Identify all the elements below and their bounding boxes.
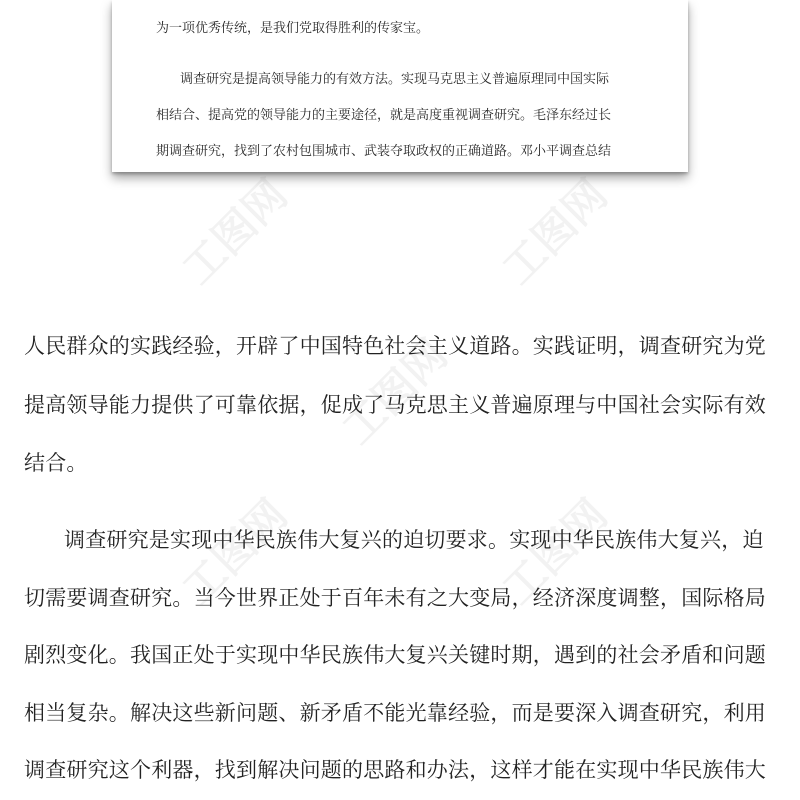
paragraph-line: 剧烈变化。我国正处于实现中华民族伟大复兴关键时期，遇到的社会矛盾和问题 (24, 643, 766, 667)
card-text-line: 相结合、提高党的领导能力的主要途径，就是高度重视调查研究。毛泽东经过长 (156, 108, 612, 123)
paragraph-line: 调查研究是实现中华民族伟大复兴的迫切要求。实现中华民族伟大复兴，迫 (64, 528, 764, 552)
paragraph-line: 人民群众的实践经验，开辟了中国特色社会主义道路。实践证明，调查研究为党 (24, 334, 766, 358)
watermark-logo: 工图网 (492, 169, 617, 294)
watermark-logo: 工图网 (172, 489, 297, 614)
card-text-line: 为一项优秀传统，是我们党取得胜利的传家宝。 (156, 21, 430, 36)
paragraph-line: 调查研究这个利器，找到解决问题的思路和办法，这样才能在实现中华民族伟大 (24, 758, 766, 782)
quoted-document-card (112, 0, 688, 172)
watermark-logo: 工图网 (492, 489, 617, 614)
watermark-logo: 工图网 (332, 329, 457, 454)
paragraph-line: 相当复杂。解决这些新问题、新矛盾不能光靠经验，而是要深入调查研究，利用 (24, 701, 766, 725)
card-text-line: 期调查研究，找到了农村包围城市、武装夺取政权的正确道路。邓小平调查总结 (156, 144, 612, 159)
paragraph-line: 结合。 (24, 451, 88, 475)
card-text-line: 调查研究是提高领导能力的有效方法。实现马克思主义普遍原理同中国实际 (180, 72, 610, 87)
paragraph-line: 提高领导能力提供了可靠依据，促成了马克思主义普遍原理与中国社会实际有效 (24, 393, 766, 417)
watermark-logo: 工图网 (172, 169, 297, 294)
paragraph-line: 切需要调查研究。当今世界正处于百年未有之大变局，经济深度调整，国际格局 (24, 586, 766, 610)
